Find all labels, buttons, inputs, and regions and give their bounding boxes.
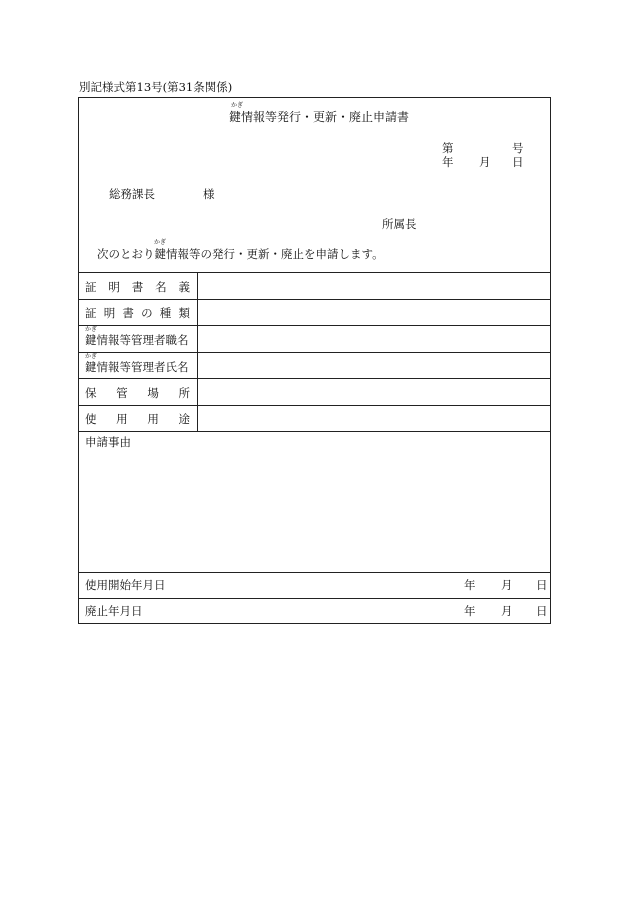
label-start-date: 使用開始年月日 — [85, 578, 166, 592]
row-divider — [79, 598, 550, 599]
number-prefix: 第 — [442, 141, 454, 155]
application-form — [78, 97, 551, 624]
label-end-date: 廃止年月日 — [85, 604, 143, 618]
number-suffix: 号 — [512, 141, 524, 155]
start-date-day: 日 — [536, 578, 548, 592]
row-divider — [79, 378, 550, 379]
label-key-manager-name: 鍵情報等管理者氏名 — [85, 360, 189, 374]
certificate-holder-field[interactable] — [199, 274, 551, 300]
ruby-key: かぎ — [85, 326, 98, 333]
key-manager-position-field[interactable] — [199, 326, 551, 352]
application-statement: 次のとおり鍵情報等の発行・更新・廃止を申請します。 — [97, 247, 384, 261]
addressee-honorific: 様 — [203, 187, 215, 201]
end-date-year: 年 — [464, 604, 476, 618]
header-date-day: 日 — [512, 155, 524, 169]
form-number-caption: 別記様式第13号(第31条関係) — [79, 80, 233, 94]
application-reason-field[interactable] — [79, 446, 550, 561]
row-divider — [79, 272, 550, 273]
addressee-name: 総務課長 — [109, 187, 155, 201]
label-usage-purpose: 使 用 用 途 — [85, 412, 190, 426]
header-date-year: 年 — [442, 155, 454, 169]
label-application-reason: 申請事由 — [85, 435, 131, 449]
title-ruby: かぎ — [231, 102, 244, 109]
key-manager-name-field[interactable] — [199, 353, 551, 379]
start-date-year: 年 — [464, 578, 476, 592]
label-storage-location: 保 管 場 所 — [85, 386, 190, 400]
row-divider — [79, 572, 550, 573]
applicant-title: 所属長 — [382, 217, 417, 231]
certificate-type-field[interactable] — [199, 300, 551, 326]
start-date-month: 月 — [501, 578, 513, 592]
label-certificate-holder: 証 明 書 名 義 — [85, 280, 190, 294]
ruby-key: かぎ — [85, 353, 98, 360]
end-date-day: 日 — [536, 604, 548, 618]
form-title: 鍵情報等発行・更新・廃止申請書 — [229, 110, 410, 124]
row-divider — [79, 431, 550, 432]
statement-ruby: かぎ — [154, 239, 167, 246]
storage-location-field[interactable] — [199, 380, 551, 406]
end-date-month: 月 — [501, 604, 513, 618]
label-key-manager-position: 鍵情報等管理者職名 — [85, 333, 189, 347]
usage-purpose-field[interactable] — [199, 406, 551, 432]
label-certificate-type: 証 明 書 の 種 類 — [85, 306, 190, 320]
column-divider — [197, 272, 198, 431]
header-date-month: 月 — [479, 155, 491, 169]
